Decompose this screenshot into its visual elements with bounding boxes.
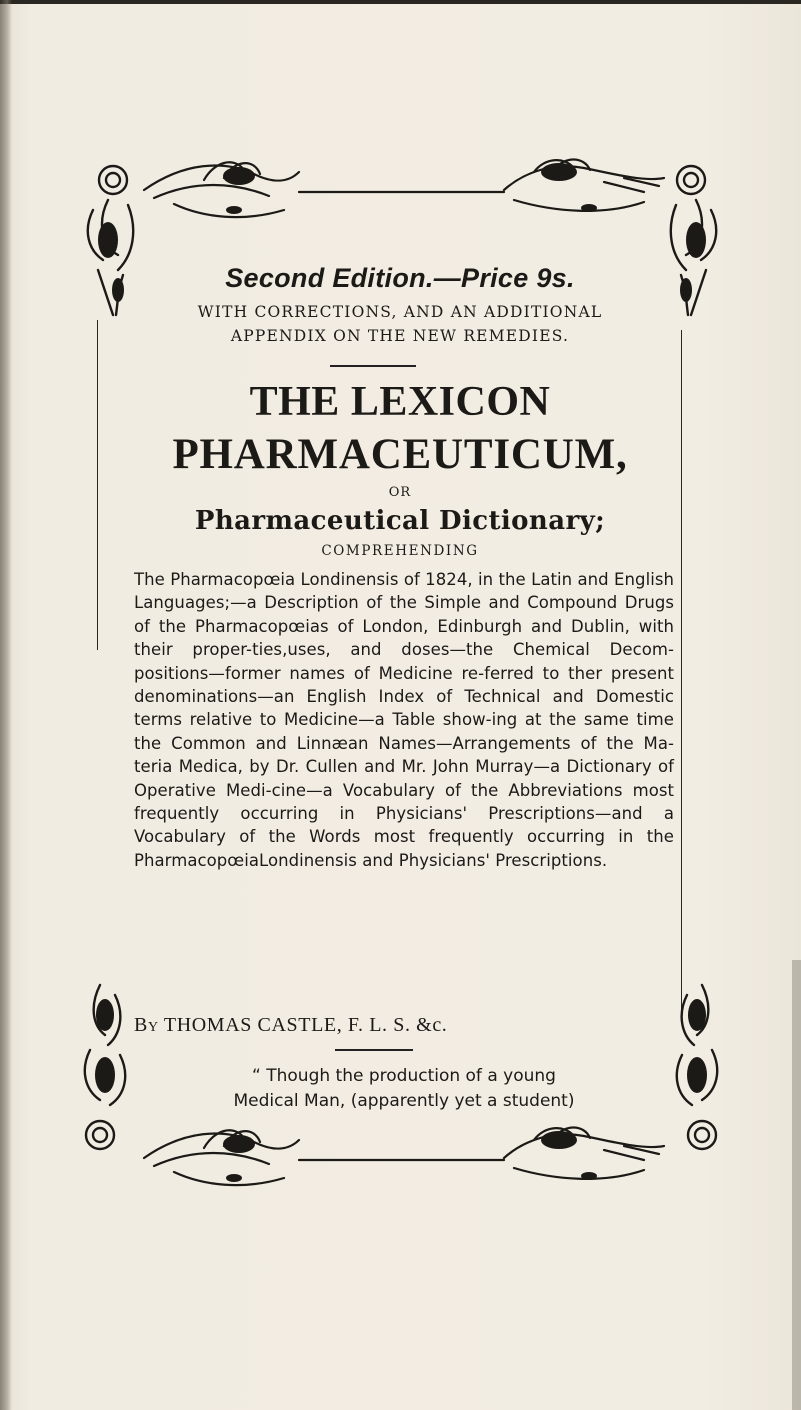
subtitle-line-2: APPENDIX ON THE NEW REMEDIES. — [230, 327, 570, 345]
comprehending-label: COMPREHENDING — [321, 543, 479, 559]
divider-rule-2 — [335, 1049, 413, 1051]
alternate-title: Pharmaceutical Dictionary; — [194, 506, 606, 536]
or-connector: OR — [388, 485, 412, 500]
book-title-line-2: PHARMACEUTICUM, — [172, 431, 628, 478]
bottom-ornament-border — [84, 1120, 714, 1200]
quote-line-2: Medical Man, (apparently yet a student) — [233, 1091, 575, 1111]
book-title-line-1: THE LEXICON — [249, 379, 551, 425]
top-edge-rule — [0, 0, 801, 4]
author-name: THOMAS CASTLE, F. L. S. &c. — [163, 1014, 448, 1036]
contents-description: The Pharmacopœia Londinensis of 1824, in the Latin and English Languages;—a Description of the Simple and Compound Drugs of the Pharmacopœias of London, Edinburgh and Dublin, with their proper-ties,uses, and doses—the Chemical Decom-positions—former names of Medicine re-ferred to ther present denominations—an English Index of Technical and Domestic terms relative to Medicine—a Table show-ing at the same time the Common and Linnæan Names—Arrangements of the Ma-teria Medica, by Dr. Cullen and Mr. John Murray—a Dictionary of Operative Medi-cine—a Vocabulary of the Abbreviations most frequently occurring in Physicians' Prescriptions—and a Vocabulary of the Words most frequently occurring in the PharmacopœiaLondinensis and Physicians' Prescriptions. — [134, 570, 674, 870]
page-shadow — [792, 960, 801, 1410]
top-right-corner-ornament — [656, 160, 726, 320]
binding-edge — [0, 0, 12, 1410]
edition-title: Second Edition.—Price 9s. — [225, 263, 575, 293]
author-prefix: By — [134, 1014, 159, 1036]
divider-rule — [330, 365, 416, 367]
review-quote — [134, 1064, 674, 1114]
top-ornament-border — [84, 152, 714, 232]
subtitle-line-1: WITH CORRECTIONS, AND AN ADDITIONAL — [197, 303, 603, 321]
author-line — [134, 1014, 674, 1037]
top-left-corner-ornament — [78, 160, 148, 320]
quote-line-1: “ Though the production of a young — [252, 1066, 556, 1086]
